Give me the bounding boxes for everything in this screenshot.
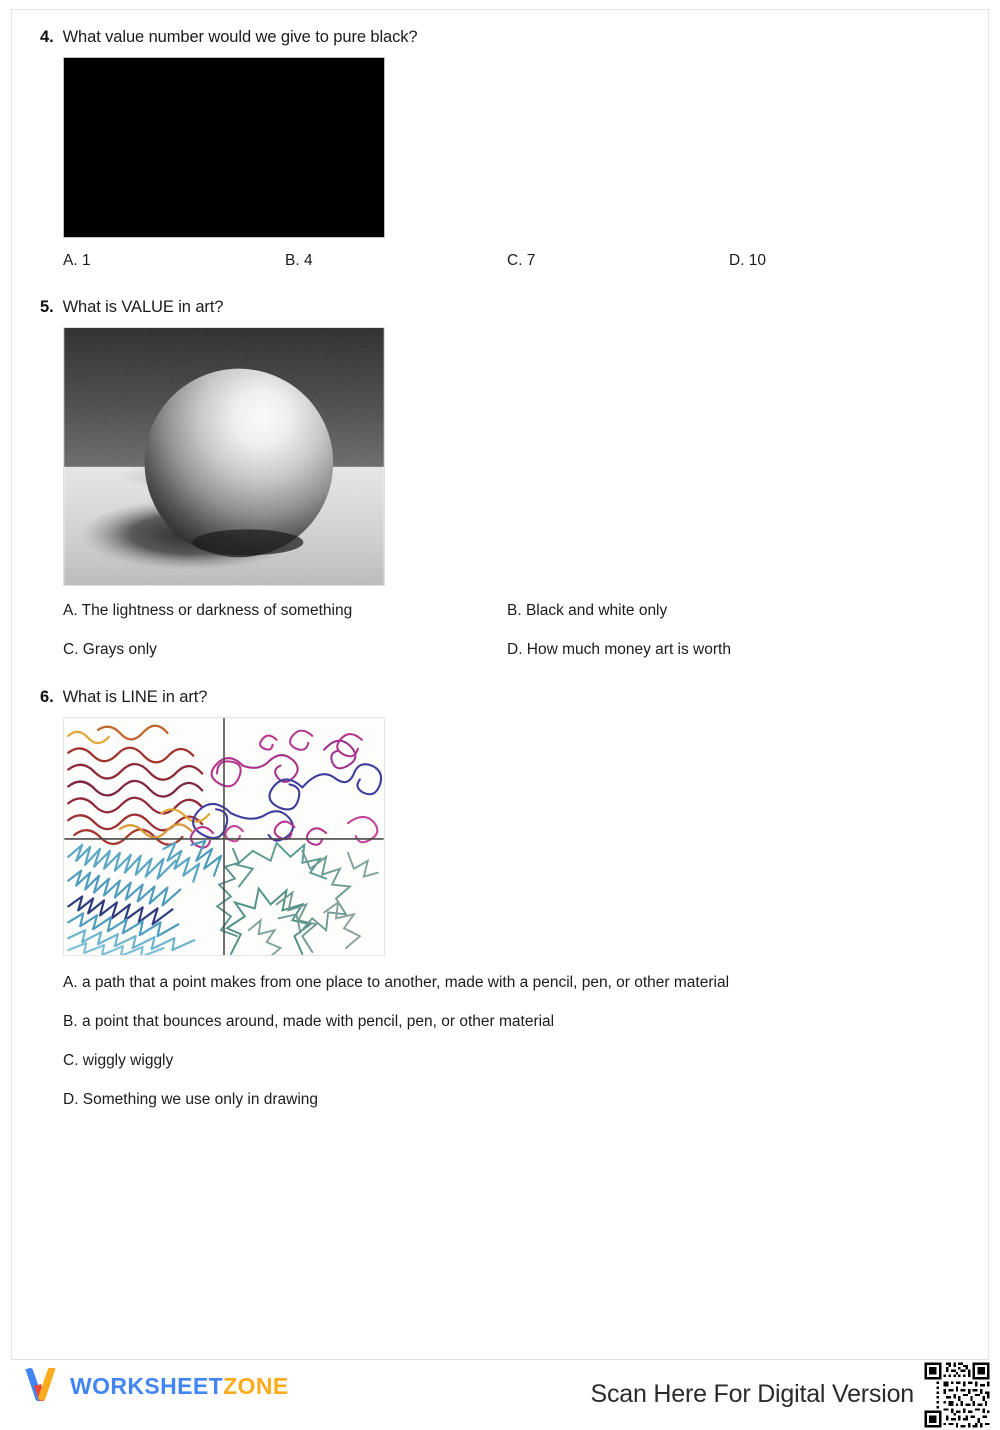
question-number: 6. [40,688,54,706]
question-number: 4. [40,28,54,46]
options-row-q5-bottom [36,641,968,659]
brand-logo[interactable] [22,1368,289,1404]
brand-wordmark [70,1373,289,1400]
figure-wrapper [36,57,968,238]
page-footer [0,1360,1000,1414]
option-b[interactable]: B. Black and white only [507,602,668,619]
shaded-sphere-image [63,327,385,586]
question-block-6 [36,688,968,1109]
question-heading [36,28,968,47]
option-a[interactable]: A. The lightness or darkness of something [63,602,353,619]
option-c[interactable]: C. 7 [507,252,536,269]
option-c[interactable]: C. wiggly wiggly [63,1052,174,1069]
worksheet-page [11,9,989,1360]
option-d[interactable]: D. How much money art is worth [507,641,731,658]
question-number: 5. [40,298,54,316]
line-types-quadrant-image [63,717,385,956]
question-prompt: What is LINE in art? [62,688,208,706]
option-a[interactable]: A. a path that a point makes from one place to another, made with a pencil, pen, or other material [63,974,730,991]
brand-secondary-text: ZONE [223,1372,289,1399]
figure-wrapper [36,717,968,956]
figure-wrapper [36,327,968,586]
option-c[interactable]: C. Grays only [63,641,157,658]
options-row-q5-top [36,602,968,620]
worksheet-content [12,10,990,1361]
scan-label: Scan Here For Digital Version [590,1379,914,1408]
option-b[interactable]: B. a point that bounces around, made with pencil, pen, or other material [63,1013,555,1030]
qr-code-icon[interactable] [922,1360,992,1430]
question-prompt: What value number would we give to pure black? [62,28,418,46]
scan-digital-version[interactable] [590,1360,992,1430]
options-row-q4 [36,252,968,270]
question-heading [36,298,968,317]
question-block-5 [36,298,968,659]
worksheet-zone-logo-icon [22,1368,60,1404]
question-block-4 [36,28,968,270]
option-d[interactable]: D. Something we use only in drawing [63,1091,319,1108]
question-prompt: What is VALUE in art? [62,298,224,316]
option-a[interactable]: A. 1 [63,252,91,269]
brand-primary-text: WORKSHEET [70,1372,224,1399]
black-value-swatch-image [63,57,385,238]
option-b[interactable]: B. 4 [285,252,313,269]
option-d[interactable]: D. 10 [729,252,767,269]
question-heading [36,688,968,707]
options-list-q6 [36,974,968,1109]
